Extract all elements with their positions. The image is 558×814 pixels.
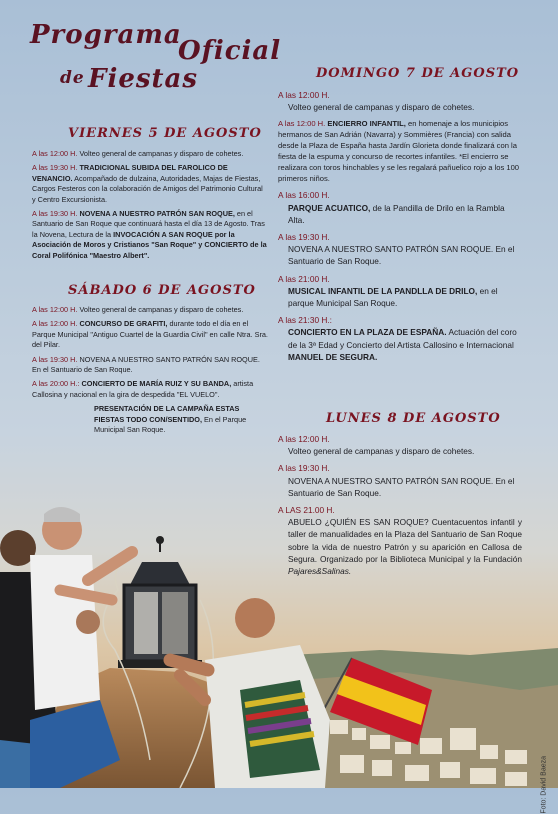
day-title-sabado: SÁBADO 6 DE AGOSTO <box>68 283 256 298</box>
day-title-domingo: DOMINGO 7 DE AGOSTO <box>316 66 520 81</box>
day-title-viernes: VIERNES 5 DE AGOSTO <box>68 126 262 141</box>
event-item: A las 19:30 H. NOVENA A NUESTRO SANTO PATRÓN SAN ROQUE. En el Santuario de San Roque. <box>278 232 515 267</box>
event-item: A las 19:30 H. NOVENA A NUESTRO SANTO PATRÓN SAN ROQUE. En el Santuario de San Roque. <box>278 463 515 498</box>
event-item: A las 16:00 H. PARQUE ACUATICO, de la Pandilla de Drilo en la Rambla Alta. <box>278 190 505 225</box>
photo-credit: Foto: David Baeza <box>541 756 548 814</box>
viernes-events <box>32 149 268 261</box>
event-item: A las 19:30 H. NOVENA A NUESTRO PATRÓN SAN ROQUE, en el Santuario de San Roque que continuará hasta el día 13 de Agosto. Tras la Novena, Lectura de la INVOCACIÓN A SAN ROQUE por la Asociación de Moros y Cristianos "San Roque" y CONCIERTO de la Coral Polifónica "Maestro Albert". <box>32 209 267 260</box>
event-item: A las 19:30 H. NOVENA A NUESTRO SANTO PATRÓN SAN ROQUE. En el Santuario de San Roque. <box>32 354 260 375</box>
title-word-fiestas: Fiestas <box>88 64 199 94</box>
sabado-events <box>32 305 268 435</box>
event-item: A las 12:00 H. Volteo general de campanas y disparo de cohetes. <box>278 434 475 457</box>
title-word-programa: Programa <box>30 20 182 50</box>
event-item: A las 21:30 H.: CONCIERTO EN LA PLAZA DE ESPAÑA. Actuación del coro de la 3ª Edad y Concierto del Artista Callosino e Internacional MANUEL DE SEGURA. <box>278 315 517 362</box>
event-item: A las 12:00 H. Volteo general de campanas y disparo de cohetes. <box>278 90 475 113</box>
event-item: A las 12:00 H. Volteo general de campanas y disparo de cohetes. <box>32 149 244 158</box>
event-item: A las 20:00 H.: CONCIERTO DE MARÍA RUIZ Y SU BANDA, artista Callosina y nacional en la gira de despedida "EL VUELO". <box>32 379 254 399</box>
title-word-oficial: Oficial <box>178 36 282 66</box>
event-item: A LAS 21.00 H. ABUELO ¿QUIÉN ES SAN ROQUE? Cuentacuentos infantil y taller de manualidades en la Plaza del Santuario de San Roque sobre la vida de nuestro Patrón y su aparición en Callosa de Segura. Organizado por la Biblioteca Municipal y la Fundación Pajares&Salinas. <box>278 505 522 577</box>
event-item: A las 21:00 H. MUSICAL INFANTIL DE LA PANDLLA DE DRILO, en el parque Municipal San Roque. <box>278 273 498 309</box>
title-word-de: de <box>60 68 85 88</box>
event-item: A las 12:00 H. ENCIERRO INFANTIL, en homenaje a los municipios hermanos de San Adrián (Navarra) y Sommières (Francia) con salida desde la Plaza de España hasta Jardín Glorieta donde finalizará con la fiesta de la espuma y concurso de recortes infantiles. *El encierro se realizara con toros hinchables y se les regalará pañuelico rojo a los 100 primeros niños. <box>278 119 520 184</box>
day-title-lunes: LUNES 8 DE AGOSTO <box>326 411 501 426</box>
event-item: PRESENTACIÓN DE LA CAMPAÑA ESTAS FIESTAS TODO CON/SENTIDO, En el Parque Municipal San Roque. <box>94 404 247 435</box>
event-item: A las 12:00 H. Volteo general de campanas y disparo de cohetes. <box>32 305 244 314</box>
domingo-events <box>278 89 522 363</box>
event-item: A las 19:30 H. TRADICIONAL SUBIDA DEL FAROLICO DE VENANCIO. Acompañado de dulzaina, Autoridades, Majas de Fiestas, Cargos Festeros con la colaboración de Amigos del Patrimonio Cultural y Centro Excursionista. <box>32 163 263 204</box>
lunes-events <box>278 433 522 577</box>
event-item: A las 12:00 H. CONCURSO DE GRAFITI, durante todo el día en el Parque Municipal "Antiguo Cuartel de la Guardia Civil" en calle Ntra. Sra. del Pilar. <box>32 319 268 350</box>
